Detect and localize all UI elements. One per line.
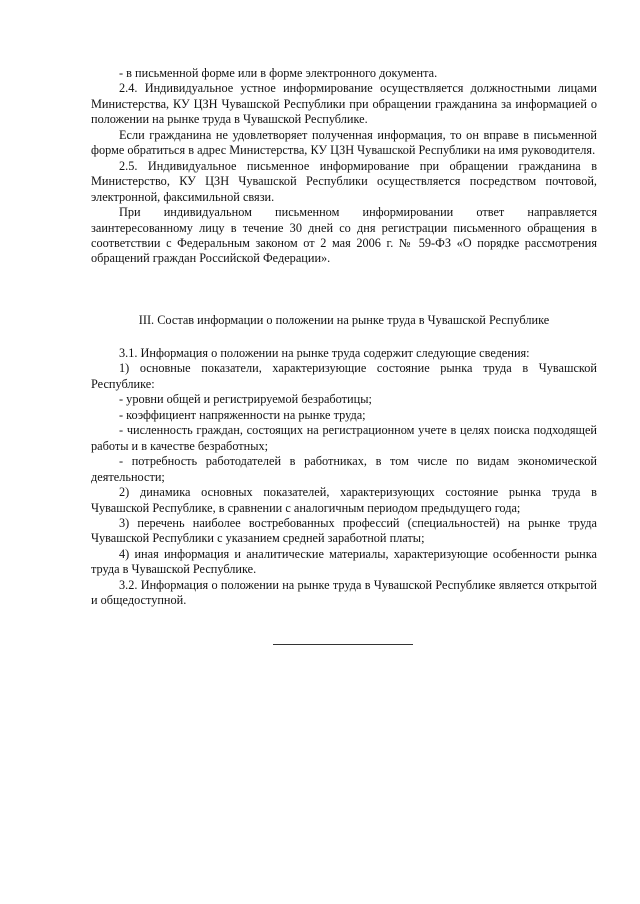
paragraph: Если гражданина не удовлетворяет полученная информация, то он вправе в письменной форме обратиться в адрес Министерства, КУ ЦЗН Чувашской Республики на имя руководителя. xyxy=(91,127,597,158)
paragraph: 3.2. Информация о положении на рынке труда в Чувашской Республике является открытой и общедоступной. xyxy=(91,577,597,608)
list-item: - потребность работодателей в работниках, в том числе по видам экономической деятельности; xyxy=(91,454,597,484)
paragraph: 3) перечень наиболее востребованных профессий (специальностей) на рынке труда Чувашской Республики с указанием средней заработной платы; xyxy=(91,515,597,546)
list-item: - коэффициент напряженности на рынке труда; xyxy=(119,407,366,422)
paragraph: 4) иная информация и аналитические материалы, характеризующие особенности рынка труда в Чувашской Республике. xyxy=(91,546,597,577)
paragraph: 2.5. Индивидуальное письменное информирование при обращении гражданина в Министерство, КУ ЦЗН Чувашской Республики осуществляется посредством почтовой, электронной, факсимильной связи. xyxy=(91,158,597,204)
section-3-heading: III. Состав информации о положении на рынке труда в Чувашской Республике xyxy=(138,313,550,327)
paragraph: При индивидуальном письменном информировании ответ направляется заинтересованному лицу в течение 30 дней со дня регистрации письменного обращения в соответствии с Федеральным законом от 2 мая 2006 г. № 59-ФЗ «О порядке рассмотрения обращений граждан Российской Федерации». xyxy=(91,205,597,266)
end-divider-line xyxy=(273,644,413,645)
section-2-text xyxy=(91,66,597,267)
list-item: - численность граждан, состоящих на регистрационном учете в целях поиска подходящей работы и в качестве безработных; xyxy=(91,423,597,453)
paragraph: 3.1. Информация о положении на рынке труда содержит следующие сведения: xyxy=(119,346,530,360)
paragraph: 2.4. Индивидуальное устное информирование осуществляется должностными лицами Министерства, КУ ЦЗН Чувашской Республики при обращении гражданина за информацией о положении на рынке труда в Чувашской Республике. xyxy=(91,81,597,127)
section-3-text xyxy=(91,346,597,609)
paragraph: - в письменной форме или в форме электронного документа. xyxy=(119,66,438,80)
list-item: - уровни общей и регистрируемой безработицы; xyxy=(119,392,372,407)
paragraph: 1) основные показатели, характеризующие состояние рынка труда в Чувашской Республике: xyxy=(91,361,597,391)
paragraph: 2) динамика основных показателей, характеризующих состояние рынка труда в Чувашской Республике, в сравнении с аналогичным периодом предыдущего года; xyxy=(91,485,597,515)
